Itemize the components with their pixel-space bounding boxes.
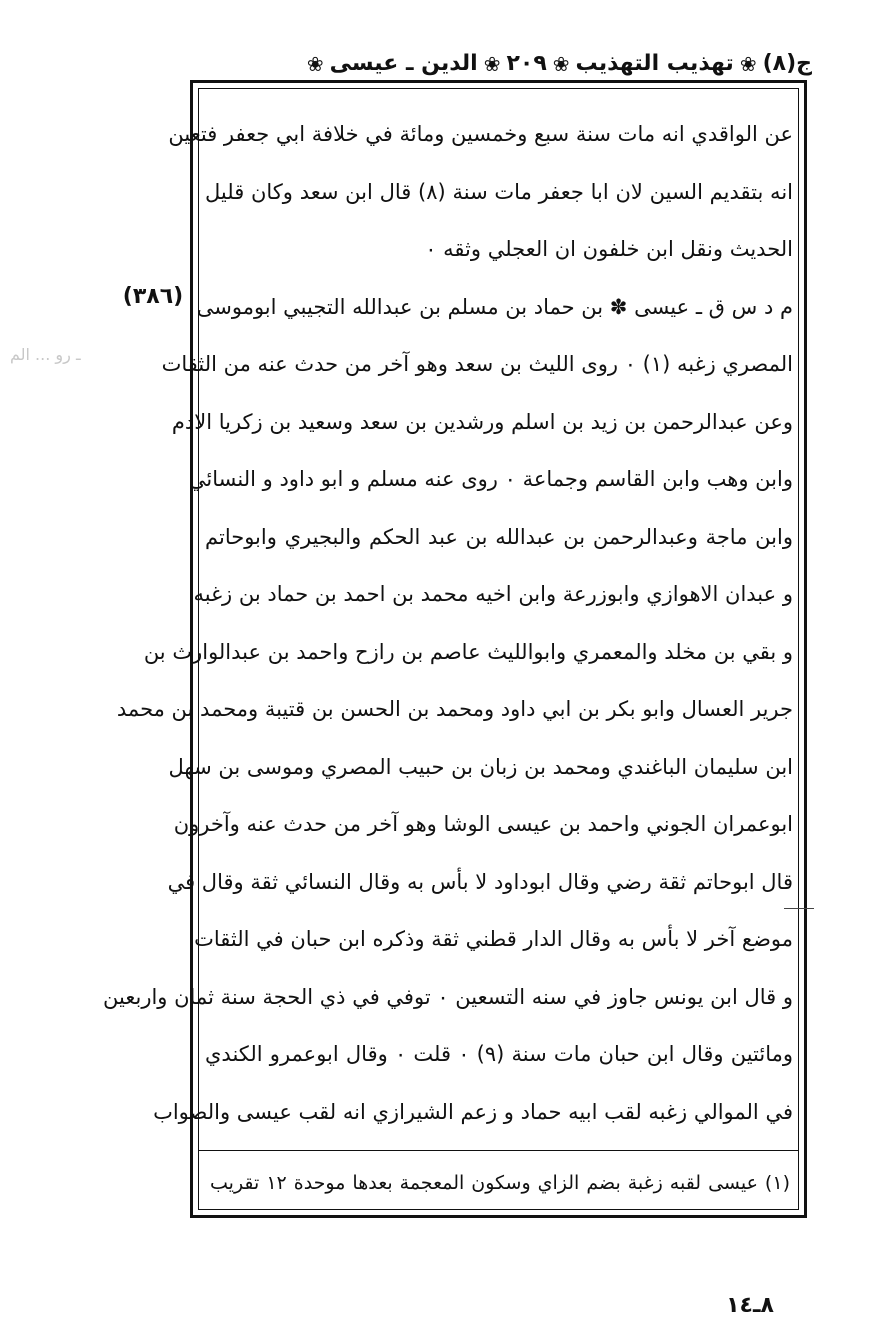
text-line: وابن ماجة وعبدالرحمن بن عبدالله بن عبد الحكم والبجيري وابوحاتم (205, 524, 793, 549)
text-line: في الموالي زغبه لقب ابيه حماد و زعم الشيرازي انه لقب عيسى والصواب (153, 1099, 793, 1124)
text-line: قال ابوحاتم ثقة رضي وقال ابوداود لا بأس به وقال النسائي ثقة وقال في (167, 869, 793, 894)
faded-margin-note: ـ رو ... الم (10, 345, 81, 364)
text-line: وابن وهب وابن القاسم وجماعة ٠ روى عنه مسلم و ابو داود و النسائي (188, 467, 793, 491)
text-line: و بقي بن مخلد والمعمري وابوالليث عاصم بن رازح واحمد بن عبدالوارث بن (143, 639, 793, 664)
book-title: تهذيب التهذيب (575, 51, 734, 76)
text-line: موضع آخر لا بأس به وقال الدار قطني ثقة وذكره ابن حبان في الثقات (194, 927, 793, 951)
text-line: وعن عبدالرحمن بن زيد بن اسلم ورشدين بن سعد وسعيد بن زكريا الادم (171, 409, 793, 434)
text-line: جرير العسال وابو بكر بن ابي داود ومحمد بن الحسن بن قتيبة ومحمد بن محمد (116, 697, 793, 721)
entry-number: (٣٨٦) (122, 284, 184, 309)
entry-heading-line: م د س ق ـ عيسى ✽ بن حماد بن مسلم بن عبدالله التجيبي ابوموسى (196, 294, 793, 319)
page-number: ٢٠٩ (506, 51, 547, 76)
floral-ornament-icon: ❀ (552, 52, 570, 76)
text-line: و قال ابن يونس جاوز في سنه التسعين ٠ توفي في ذي الحجة سنة ثمان واربعين (103, 984, 793, 1009)
footnote: (١) عيسى لقبه زغبة بضم الزاي وسكون المعجمة بعدها موحدة ١٢ تقريب (210, 1172, 790, 1194)
text-line: ابوعمران الجوني واحمد بن عيسى الوشا وهو آخر من حدث عنه وآخرون (173, 812, 793, 836)
text-line: عن الواقدي انه مات سنة سبع وخمسين ومائة في خلافة ابي جعفر فتعين (168, 122, 793, 146)
text-line: و عبدان الاهوازي وابوزرعة وابن اخيه محمد بن احمد بن حماد بن زغبه (193, 582, 793, 606)
text-line: الحديث ونقل ابن خلفون ان العجلي وثقه ٠ (425, 237, 793, 261)
floral-ornament-icon: ❀ (739, 52, 757, 76)
floral-ornament-icon: ❀ (483, 52, 501, 76)
page-signature: ٨ـ١٤ (726, 1293, 774, 1318)
volume-label: ج(٨) (762, 51, 812, 76)
text-line: المصري زغبه (١) ٠ روى الليث بن سعد وهو آخر من حدث عنه من الثقات (161, 352, 793, 376)
text-line: ابن سليمان الباغندي ومحمد بن زبان بن حبيب المصري وموسى بن سهل (168, 754, 793, 779)
footnote-separator (198, 1150, 799, 1151)
section-title: الدين ـ عيسى (329, 51, 478, 76)
text-line: انه بتقديم السين لان ابا جعفر مات سنة (٨) قال ابن سعد وكان قليل (205, 179, 793, 204)
floral-ornament-icon: ❀ (306, 52, 324, 76)
text-line: ومائتين وقال ابن حبان مات سنة (٩) ٠ قلت ٠ وقال ابوعمرو الكندي (205, 1042, 794, 1066)
